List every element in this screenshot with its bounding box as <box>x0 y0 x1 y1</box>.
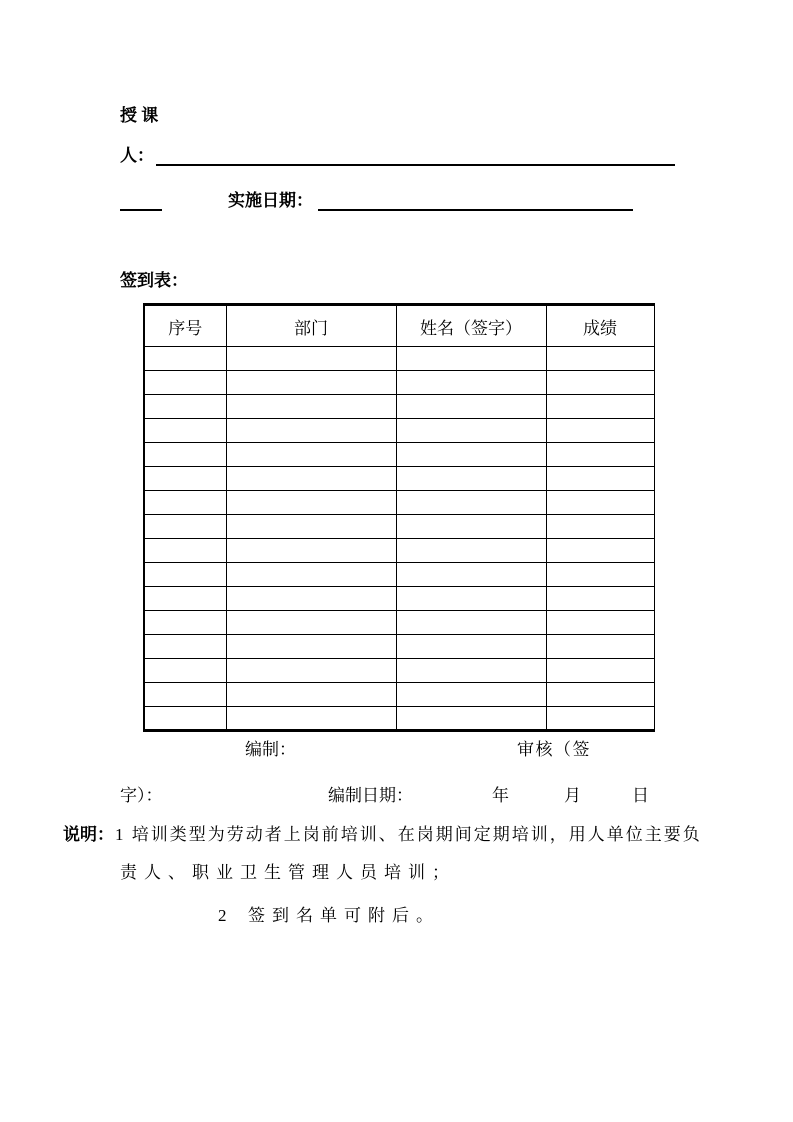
table-row <box>144 539 654 563</box>
table-row <box>144 419 654 443</box>
table-row <box>144 683 654 707</box>
table-cell[interactable] <box>226 491 396 515</box>
table-cell[interactable] <box>546 419 654 443</box>
table-row <box>144 659 654 683</box>
table-cell[interactable] <box>144 443 226 467</box>
signin-table <box>143 303 655 732</box>
table-cell[interactable] <box>396 515 546 539</box>
prepared-by-label: 编制： <box>245 740 296 759</box>
table-cell[interactable] <box>396 683 546 707</box>
table-cell[interactable] <box>396 563 546 587</box>
table-cell[interactable] <box>144 515 226 539</box>
table-cell[interactable] <box>226 563 396 587</box>
reviewed-by-label: 审核（签 <box>517 740 591 759</box>
header-cell-score: 成绩 <box>546 305 654 347</box>
table-cell[interactable] <box>546 491 654 515</box>
table-row <box>144 635 654 659</box>
table-cell[interactable] <box>546 707 654 731</box>
table-cell[interactable] <box>226 419 396 443</box>
table-cell[interactable] <box>144 587 226 611</box>
table-cell[interactable] <box>546 659 654 683</box>
lecturer-label-line1: 授 课 <box>120 106 159 125</box>
table-cell[interactable] <box>546 539 654 563</box>
table-cell[interactable] <box>144 491 226 515</box>
table-row <box>144 515 654 539</box>
table-cell[interactable] <box>396 419 546 443</box>
header-cell-department: 部门 <box>226 305 396 347</box>
table-cell[interactable] <box>144 539 226 563</box>
table-cell[interactable] <box>144 707 226 731</box>
table-row <box>144 611 654 635</box>
table-cell[interactable] <box>396 707 546 731</box>
table-row <box>144 587 654 611</box>
lecturer-name-blank[interactable] <box>156 164 675 166</box>
implementation-date-label: 实施日期： <box>228 191 313 210</box>
prepared-date-label: 编制日期： <box>328 786 413 805</box>
table-cell[interactable] <box>226 587 396 611</box>
table-row <box>144 347 654 371</box>
table-row <box>144 371 654 395</box>
table-cell[interactable] <box>144 371 226 395</box>
table-cell[interactable] <box>396 539 546 563</box>
table-cell[interactable] <box>226 347 396 371</box>
table-cell[interactable] <box>396 635 546 659</box>
table-cell[interactable] <box>546 395 654 419</box>
header-cell-name-signature: 姓名（签字） <box>396 305 546 347</box>
table-cell[interactable] <box>144 635 226 659</box>
lecturer-label-line2: 人： <box>120 146 154 165</box>
table-cell[interactable] <box>226 659 396 683</box>
table-header-row <box>144 305 654 347</box>
table-row <box>144 395 654 419</box>
table-cell[interactable] <box>396 395 546 419</box>
table-cell[interactable] <box>226 611 396 635</box>
table-row <box>144 563 654 587</box>
table-cell[interactable] <box>396 611 546 635</box>
table-cell[interactable] <box>396 491 546 515</box>
date-continuation-blank[interactable] <box>120 209 162 211</box>
table-cell[interactable] <box>226 467 396 491</box>
signin-table-body <box>144 347 654 731</box>
table-cell[interactable] <box>144 611 226 635</box>
table-cell[interactable] <box>546 371 654 395</box>
table-row <box>144 491 654 515</box>
table-row <box>144 443 654 467</box>
table-cell[interactable] <box>226 443 396 467</box>
table-cell[interactable] <box>546 443 654 467</box>
table-cell[interactable] <box>396 371 546 395</box>
note-item-2-number: 2 <box>218 906 227 925</box>
table-cell[interactable] <box>144 347 226 371</box>
signature-continuation-label: 字）： <box>120 786 163 805</box>
note-line-1: 1 培训类型为劳动者上岗前培训、在岗期间定期培训，用人单位主要负 <box>115 825 702 844</box>
table-cell[interactable] <box>396 443 546 467</box>
table-row <box>144 467 654 491</box>
implementation-date-blank[interactable] <box>318 209 633 211</box>
table-cell[interactable] <box>546 347 654 371</box>
header-cell-number: 序号 <box>144 305 226 347</box>
table-row <box>144 707 654 731</box>
table-cell[interactable] <box>546 587 654 611</box>
table-cell[interactable] <box>226 683 396 707</box>
notes-label: 说明： <box>63 825 114 844</box>
table-cell[interactable] <box>144 395 226 419</box>
table-cell[interactable] <box>396 347 546 371</box>
day-label: 日 <box>632 786 649 805</box>
table-cell[interactable] <box>396 467 546 491</box>
year-label: 年 <box>492 786 509 805</box>
table-cell[interactable] <box>144 419 226 443</box>
table-cell[interactable] <box>144 467 226 491</box>
table-cell[interactable] <box>226 515 396 539</box>
table-cell[interactable] <box>226 635 396 659</box>
table-cell[interactable] <box>144 563 226 587</box>
table-cell[interactable] <box>546 563 654 587</box>
table-cell[interactable] <box>144 659 226 683</box>
table-cell[interactable] <box>226 707 396 731</box>
table-cell[interactable] <box>546 611 654 635</box>
table-cell[interactable] <box>226 395 396 419</box>
table-cell[interactable] <box>546 515 654 539</box>
table-cell[interactable] <box>144 683 226 707</box>
note-item-2-text: 签到名单可附后。 <box>248 906 440 925</box>
table-cell[interactable] <box>396 587 546 611</box>
table-cell[interactable] <box>226 539 396 563</box>
table-cell[interactable] <box>546 467 654 491</box>
month-label: 月 <box>564 786 581 805</box>
note-line-2: 责人、职业卫生管理人员培训； <box>120 863 456 882</box>
table-cell[interactable] <box>396 659 546 683</box>
signin-table-label: 签到表： <box>120 271 188 290</box>
table-cell[interactable] <box>546 635 654 659</box>
table-cell[interactable] <box>546 683 654 707</box>
table-cell[interactable] <box>226 371 396 395</box>
